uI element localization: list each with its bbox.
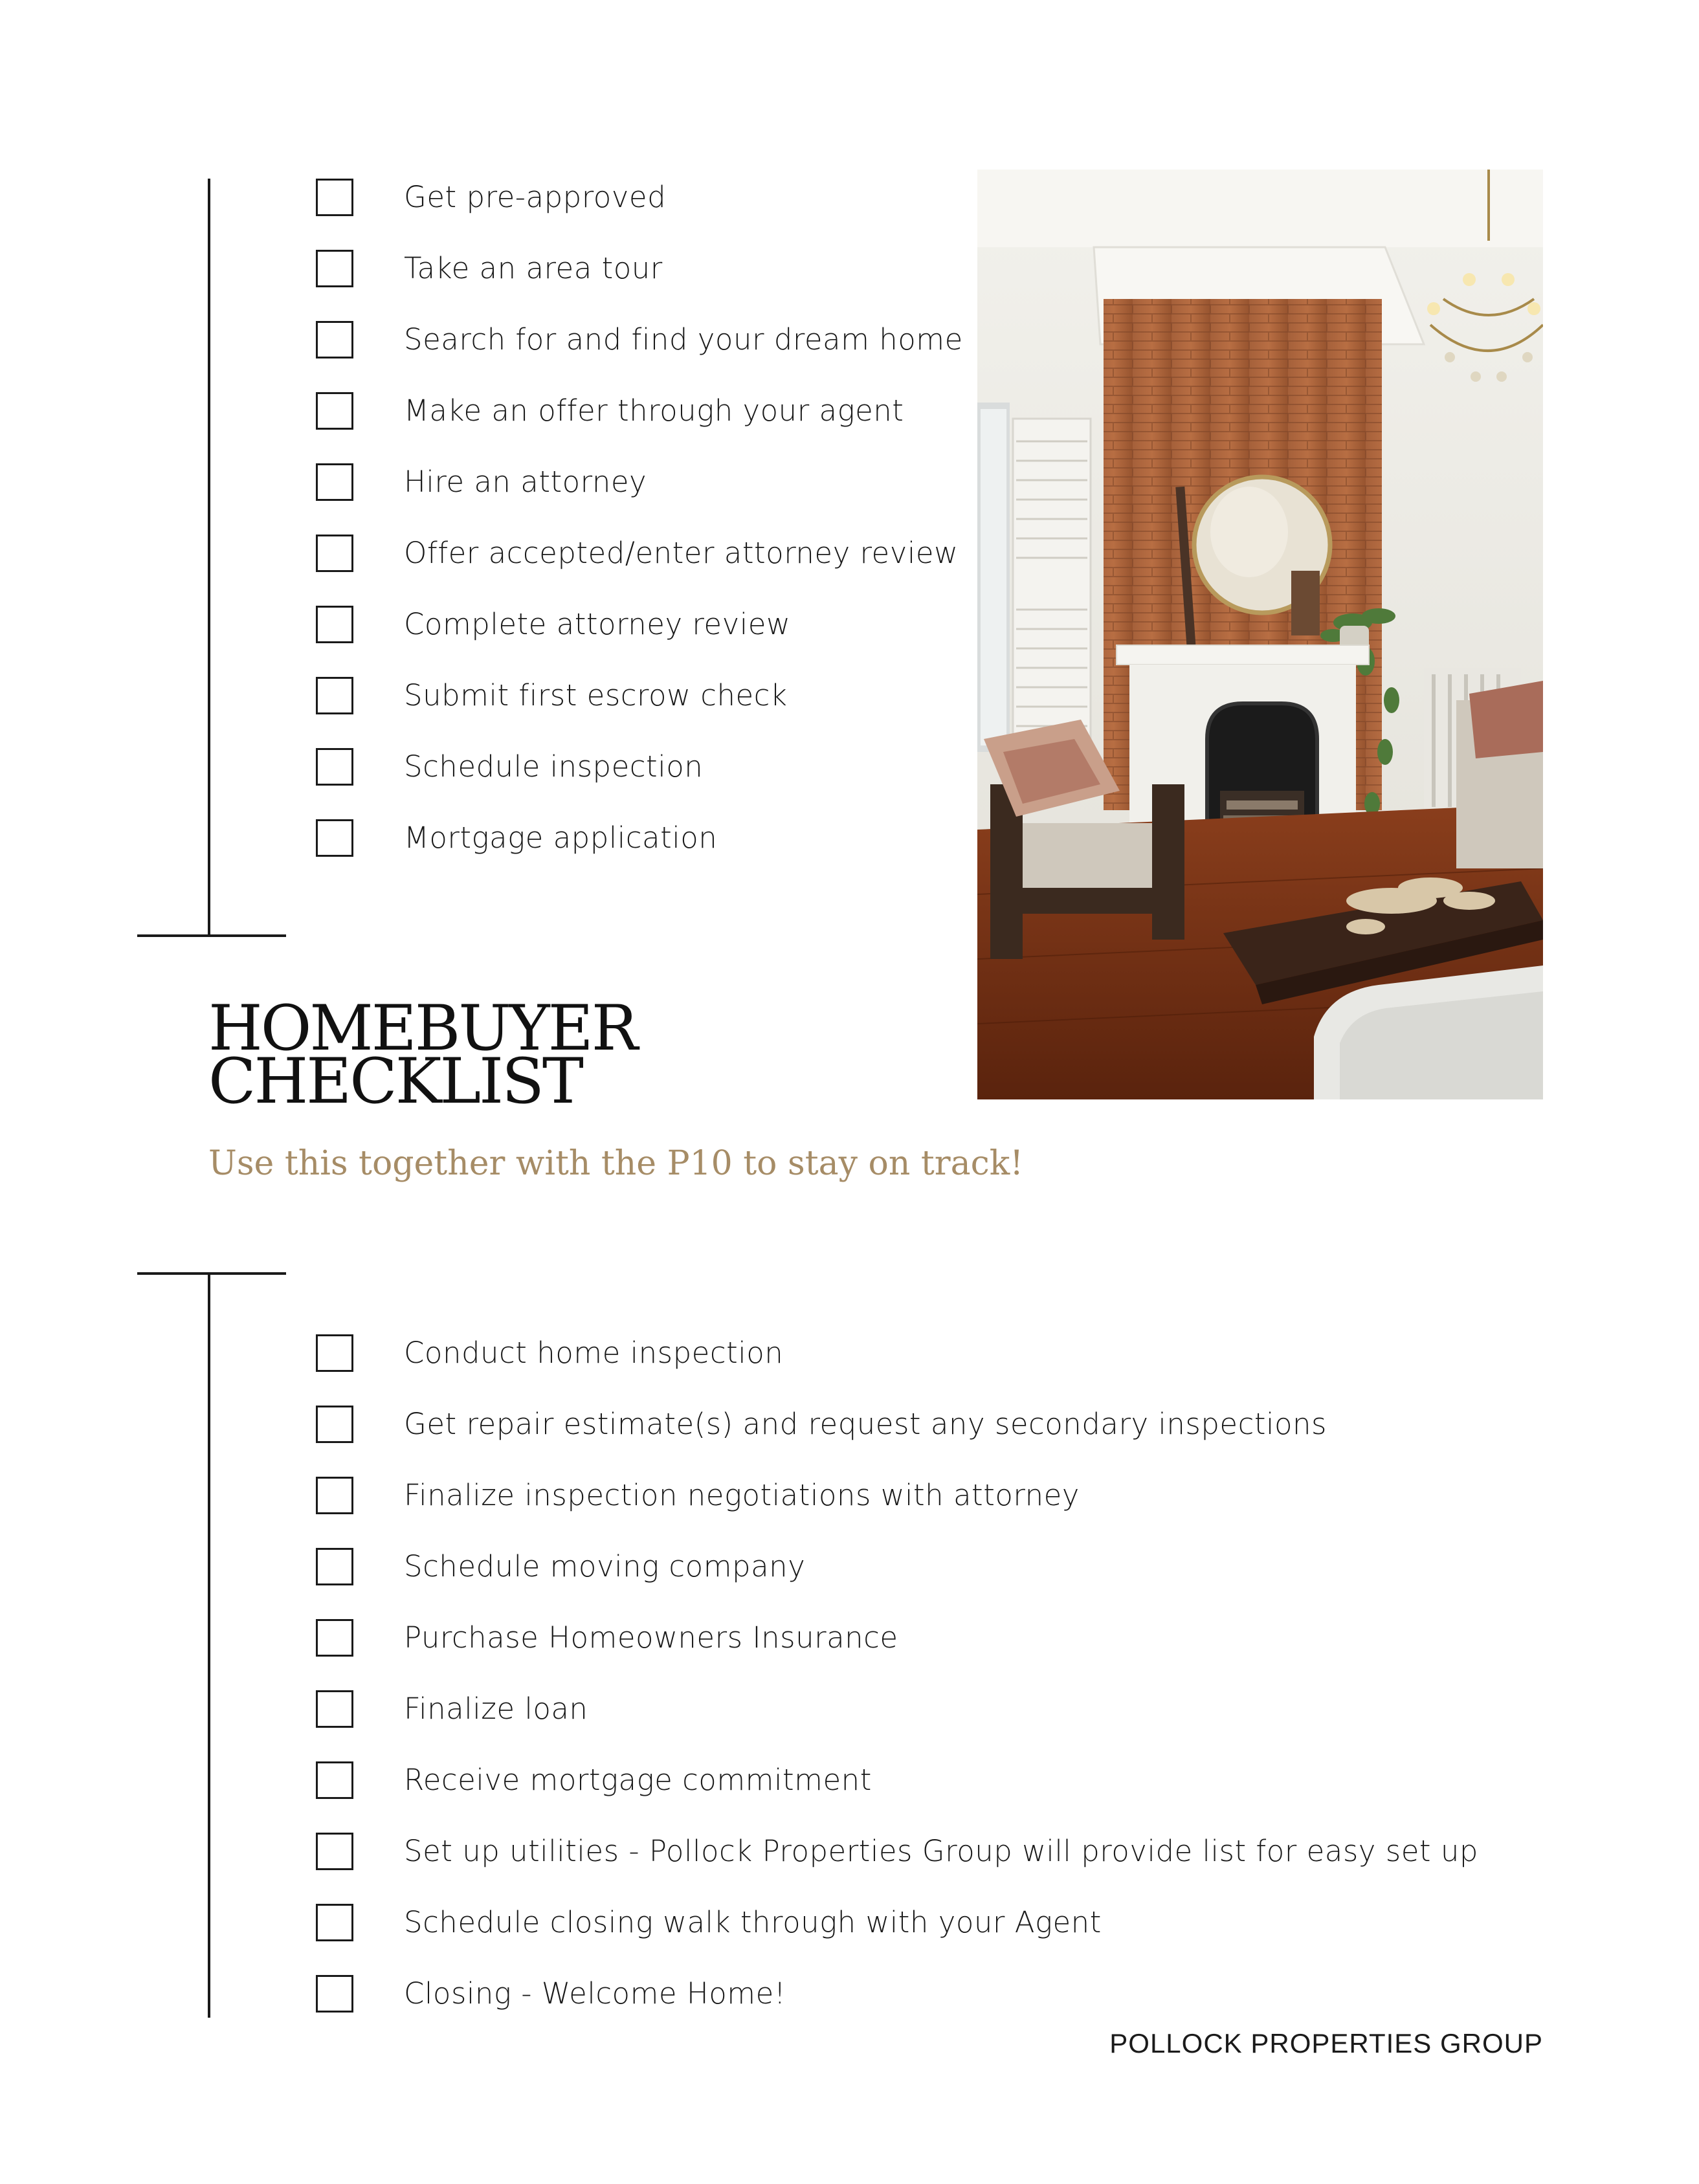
checkbox[interactable] bbox=[316, 1334, 353, 1372]
checkbox[interactable] bbox=[316, 1690, 353, 1728]
checkbox[interactable] bbox=[316, 1975, 353, 2013]
checklist-item-label: Schedule moving company bbox=[404, 1549, 806, 1583]
checklist-item-label: Get pre-approved bbox=[404, 180, 667, 214]
checkbox[interactable] bbox=[316, 321, 353, 358]
checklist-item-label: Schedule inspection bbox=[404, 749, 704, 784]
living-room-photo bbox=[977, 170, 1543, 1099]
checklist-item-label: Hire an attorney bbox=[404, 465, 647, 499]
checkbox[interactable] bbox=[316, 1833, 353, 1870]
checkbox[interactable] bbox=[316, 1406, 353, 1443]
checkbox[interactable] bbox=[316, 1904, 353, 1941]
checkbox[interactable] bbox=[316, 463, 353, 501]
checklist-item-label: Take an area tour bbox=[404, 251, 663, 285]
checklist-item-label: Mortgage application bbox=[404, 821, 718, 855]
checklist-item-label: Schedule closing walk through with your Agent bbox=[404, 1905, 1102, 1939]
checkbox[interactable] bbox=[316, 677, 353, 714]
bottom-bracket-vertical-line bbox=[208, 1274, 210, 2018]
subtitle: Use this together with the P10 to stay on track! bbox=[208, 1144, 1024, 1183]
title-line: HOMEBUYER bbox=[208, 992, 636, 1064]
checklist-item-label: Conduct home inspection bbox=[404, 1336, 784, 1370]
checkbox[interactable] bbox=[316, 535, 353, 572]
checkbox[interactable] bbox=[316, 819, 353, 857]
page-title bbox=[208, 992, 636, 1118]
checklist-item-label: Submit first escrow check bbox=[404, 678, 788, 712]
checklist-item-label: Get repair estimate(s) and request any secondary inspections bbox=[404, 1407, 1327, 1441]
checklist-item-label: Set up utilities - Pollock Properties Group will provide list for easy set up bbox=[404, 1834, 1478, 1868]
checkbox[interactable] bbox=[316, 179, 353, 216]
checklist-item-label: Complete attorney review bbox=[404, 607, 791, 641]
checkbox[interactable] bbox=[316, 1548, 353, 1585]
checkbox[interactable] bbox=[316, 1619, 353, 1657]
checkbox[interactable] bbox=[316, 392, 353, 430]
brand-footer: POLLOCK PROPERTIES GROUP bbox=[1109, 2028, 1543, 2058]
top-bracket-horizontal-line bbox=[137, 934, 286, 937]
title-line: CHECKLIST bbox=[208, 1045, 582, 1118]
checklist-item-label: Closing - Welcome Home! bbox=[404, 1976, 786, 2011]
checklist-item-label: Receive mortgage commitment bbox=[404, 1763, 872, 1797]
checklist-item-label: Offer accepted/enter attorney review bbox=[404, 536, 959, 570]
bottom-bracket-horizontal-line bbox=[137, 1272, 286, 1275]
top-bracket-vertical-line bbox=[208, 179, 210, 936]
checklist-item-label: Purchase Homeowners Insurance bbox=[404, 1620, 898, 1655]
checkbox[interactable] bbox=[316, 748, 353, 786]
checklist-item-label: Finalize inspection negotiations with attorney bbox=[404, 1478, 1080, 1512]
checkbox[interactable] bbox=[316, 1477, 353, 1514]
checklist-item-label: Search for and find your dream home bbox=[404, 322, 963, 357]
checkbox[interactable] bbox=[316, 1761, 353, 1799]
checkbox[interactable] bbox=[316, 606, 353, 643]
checklist-item-label: Make an offer through your agent bbox=[404, 393, 904, 428]
checklist-item-label: Finalize loan bbox=[404, 1692, 588, 1726]
checkbox[interactable] bbox=[316, 250, 353, 287]
